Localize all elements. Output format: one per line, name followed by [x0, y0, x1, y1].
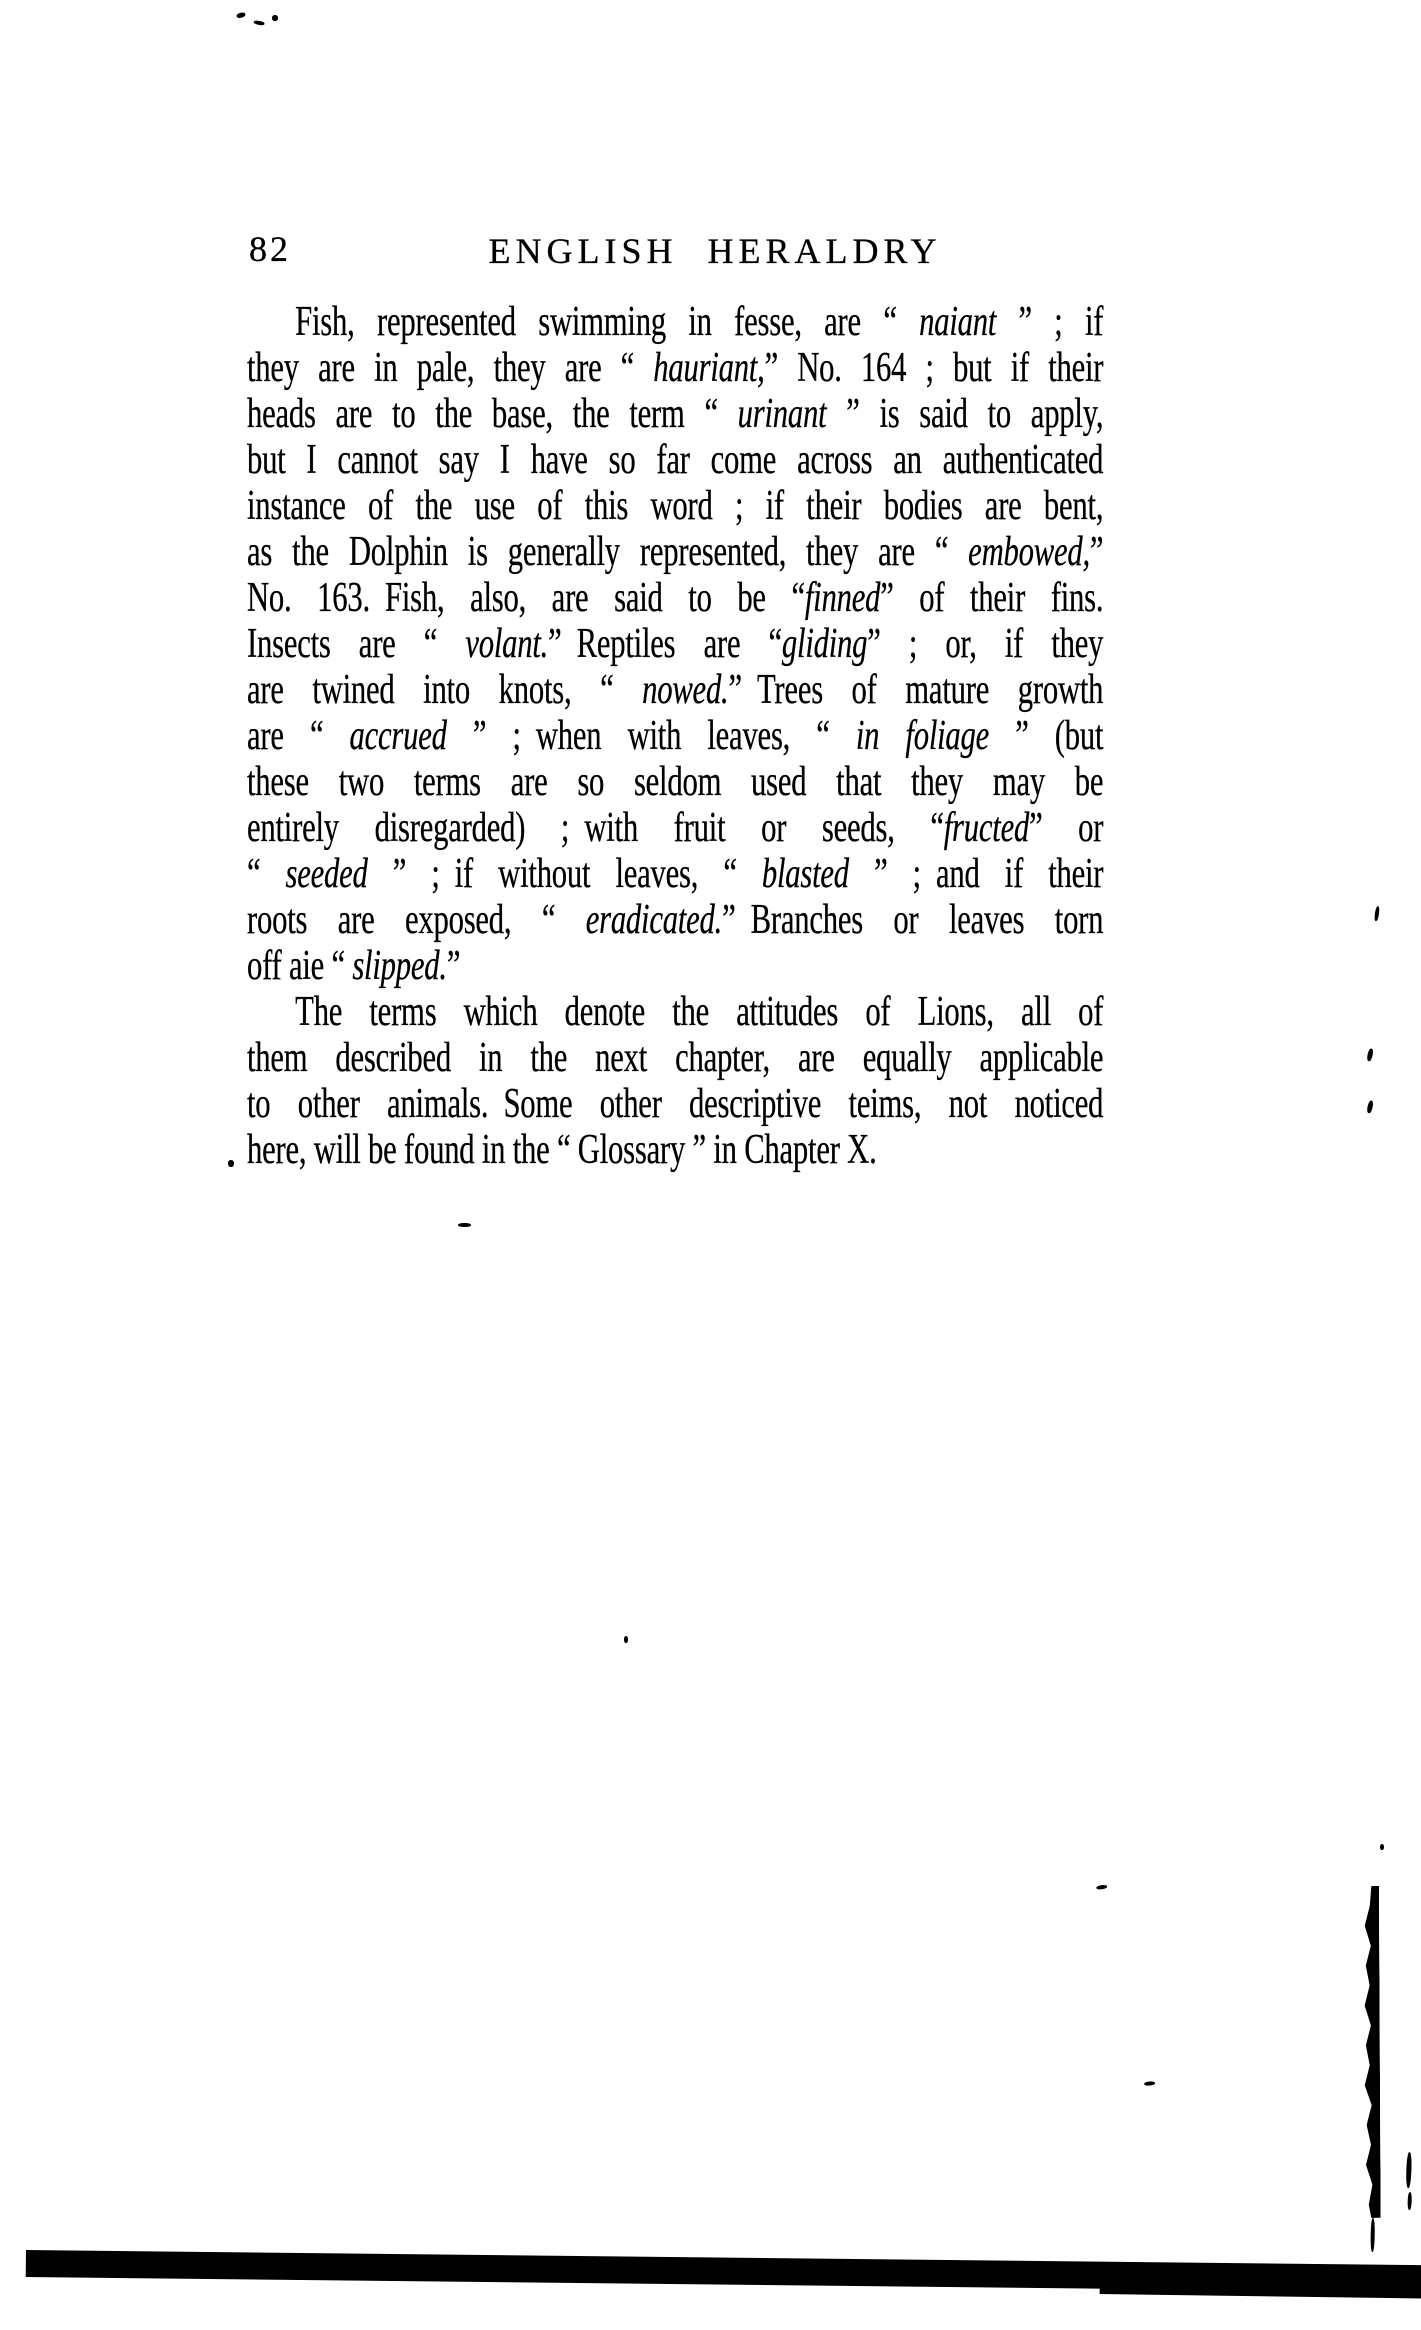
text-segment: heads are to the base, the term “	[247, 391, 738, 437]
text-segment: here, will be found in the “ Glossary ” in Chapter X.	[247, 1127, 877, 1173]
right-edge-ink-bar	[1362, 1886, 1381, 2218]
ink-speck	[272, 15, 278, 21]
italic-term: volant.	[465, 621, 549, 667]
ink-speck	[1366, 1048, 1374, 1062]
text-line	[247, 621, 1103, 667]
ink-speck	[228, 1160, 234, 1167]
text-segment: are “	[247, 713, 350, 759]
ink-speck	[1406, 2152, 1412, 2188]
italic-term: slipped.	[352, 943, 447, 989]
italic-term: seeded	[285, 851, 368, 897]
text-segment: entirely disregarded) ; with fruit or seeds, “	[247, 805, 944, 851]
text-line	[247, 437, 1103, 483]
ink-speck	[1407, 2192, 1412, 2210]
text-line	[247, 483, 1103, 529]
text-line	[247, 1035, 1103, 1081]
italic-term: finned	[804, 575, 881, 621]
italic-term: urinant	[737, 391, 827, 437]
text-segment: ” ; when with leaves, “	[446, 713, 856, 759]
text-line	[247, 391, 1103, 437]
text-line	[247, 667, 1103, 713]
ink-speck	[458, 1223, 471, 1227]
text-segment: No. 163. Fish, also, are said to be “	[247, 575, 805, 621]
text-segment: ”	[446, 943, 461, 989]
text-segment: these two terms are so seldom used that they may be	[247, 759, 1104, 805]
ink-speck	[1366, 1100, 1374, 1114]
ink-speck	[1096, 1884, 1107, 1889]
text-segment: instance of the use of this word ; if their bodies are bent,	[247, 483, 1104, 529]
text-segment: are twined into knots, “	[247, 667, 643, 713]
text-line	[247, 575, 1103, 621]
page-number: 82	[249, 229, 291, 269]
text-segment: them described in the next chapter, are equally applicable	[247, 1035, 1104, 1081]
text-line	[247, 1127, 1103, 1173]
running-title: ENGLISH HERALDRY	[488, 231, 942, 271]
text-line	[247, 851, 1103, 897]
text-line	[247, 299, 1103, 345]
paragraph	[247, 299, 1103, 989]
text-line	[247, 897, 1103, 943]
italic-term: hauriant,	[653, 345, 765, 391]
text-line	[247, 989, 1103, 1035]
text-segment: ” (but	[989, 713, 1104, 759]
text-segment: ” or	[1029, 805, 1104, 851]
italic-term: accrued	[349, 713, 447, 759]
ink-speck	[624, 1636, 628, 1643]
text-line	[247, 345, 1103, 391]
text-segment: but I cannot say I have so far come across an authenticated	[247, 437, 1104, 483]
text-line	[247, 943, 1103, 989]
text-segment: “	[247, 851, 286, 897]
text-segment: ” ; if	[996, 299, 1104, 345]
italic-term: eradicated.	[585, 897, 723, 943]
ink-speck	[253, 20, 265, 26]
text-segment: ”	[1089, 529, 1104, 575]
text-line	[247, 759, 1103, 805]
text-segment: ” ; if without leaves, “	[367, 851, 762, 897]
italic-term: nowed.	[642, 667, 729, 713]
ink-speck	[1370, 2218, 1375, 2252]
text-block	[247, 299, 1103, 1173]
text-segment: Insects are “	[247, 621, 466, 667]
text-segment: to other animals. Some other descriptive teims, not noticed	[247, 1081, 1104, 1127]
text-line	[247, 713, 1103, 759]
text-segment: Fish, represented swimming in fesse, are “	[295, 299, 920, 345]
text-segment: ” is said to apply,	[826, 391, 1104, 437]
text-line	[247, 1081, 1103, 1127]
italic-term: in foliage	[855, 713, 990, 759]
text-segment: ” ; or, if they	[867, 621, 1104, 667]
ink-speck	[1374, 906, 1380, 921]
text-segment: The terms which denote the attitudes of Lions, all of	[295, 989, 1104, 1035]
italic-term: naiant	[919, 299, 997, 345]
text-segment: ” No. 164 ; but if their	[764, 345, 1104, 391]
italic-term: blasted	[761, 851, 849, 897]
text-segment: ” ; and if their	[848, 851, 1104, 897]
italic-term: embowed,	[968, 529, 1090, 575]
bottom-scan-bar	[1100, 2268, 1421, 2299]
text-segment: ” Trees of mature growth	[728, 667, 1104, 713]
text-segment: ” Reptiles are “	[548, 621, 782, 667]
italic-term: fructed	[943, 805, 1030, 851]
text-segment: off aie “	[247, 943, 353, 989]
ink-speck	[1144, 2081, 1155, 2086]
ink-speck	[236, 12, 246, 19]
text-segment: roots are exposed, “	[247, 897, 586, 943]
italic-term: gliding	[781, 621, 868, 667]
ink-speck	[1380, 1844, 1384, 1850]
text-segment: ” Branches or leaves torn	[722, 897, 1104, 943]
text-segment: as the Dolphin is generally represented, they are “	[247, 529, 969, 575]
text-segment: they are in pale, they are “	[247, 345, 654, 391]
text-segment: ” of their fins.	[880, 575, 1104, 621]
text-line	[247, 529, 1103, 575]
paragraph	[247, 989, 1103, 1173]
text-line	[247, 805, 1103, 851]
